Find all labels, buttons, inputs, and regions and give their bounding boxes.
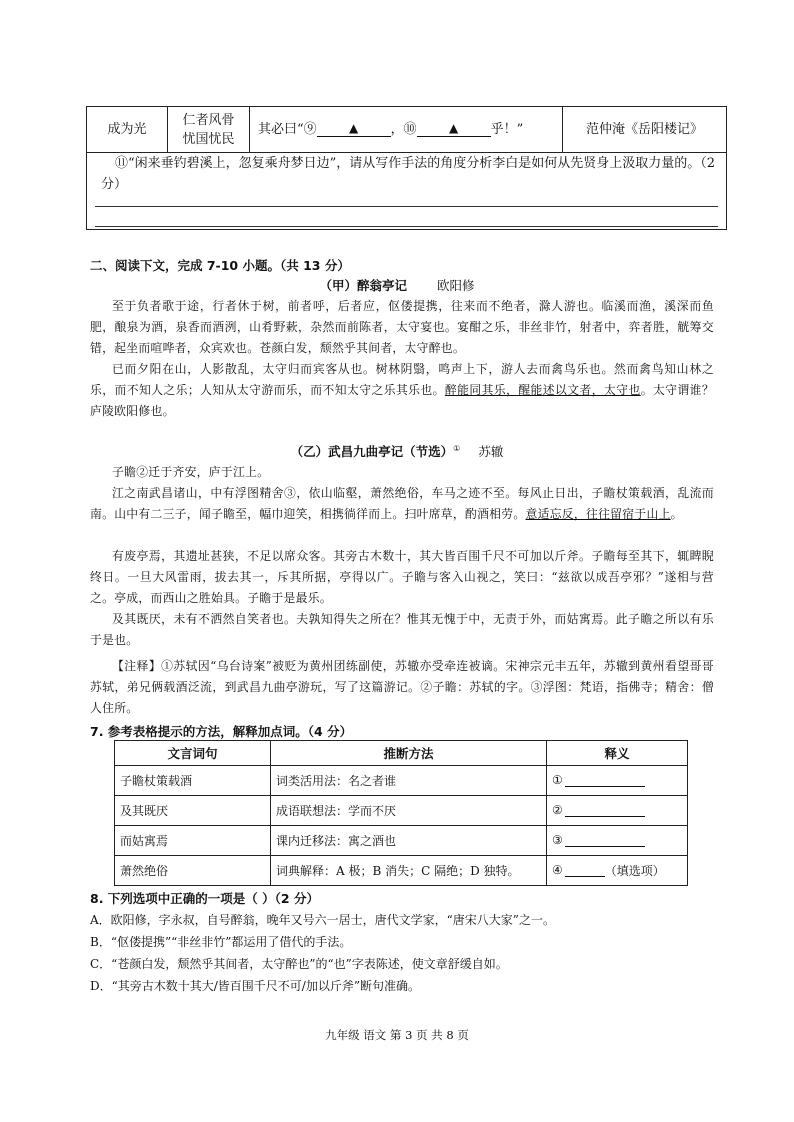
section-heading: 二、阅读下文，完成 7-10 小题。（共 13 分）: [90, 258, 350, 273]
method-cell: 词典解释：A 极；B 消失；C 隔绝；D 独特。: [271, 855, 547, 885]
cell-text: 仁者风骨: [182, 112, 235, 128]
passage-b-paragraph-4: 及其既厌，未有不洒然自笑者也。夫孰知得失之所在？惟其无愧于中，无责于外，而姑寓焉。此子瞻之所以有乐于是也。: [90, 612, 714, 647]
answer-line[interactable]: [95, 226, 718, 227]
text: 已而夕阳在山，人影散乱，太守归而宾客从也。树林阴翳，鸣声上下，游人去而禽鸟乐也。然而禽鸟知山林之乐，而不知人之乐；人知从太守游而乐，而不知太守之乐其乐也。: [90, 362, 714, 397]
fill-option-hint: （填选项）: [604, 863, 665, 878]
answer-blank[interactable]: [565, 774, 645, 787]
passage-a-author: 欧阳修: [436, 278, 475, 293]
table-row: [115, 855, 687, 885]
question-7-prompt: 7. 参考表格提示的方法，解释加点词。（4 分）: [90, 724, 353, 739]
quote-suffix: 乎！”: [490, 122, 524, 137]
phrase-cell: 萧然绝俗: [115, 855, 271, 885]
cell-quality: [168, 107, 250, 152]
answer-blank[interactable]: [565, 804, 645, 817]
option-c[interactable]: C．“苍颜白发，颓然乎其间者，太守醉也”的“也”字表陈述，使文章舒缓自如。: [90, 957, 508, 971]
answer-line[interactable]: [95, 206, 718, 207]
answer-blank-9[interactable]: [317, 122, 391, 137]
method-cell: 课内迁移法：寓之酒也: [271, 825, 547, 855]
answer-cell[interactable]: [547, 855, 687, 885]
option-d[interactable]: D．“其旁古木数十其大/皆百围千尺不可/加以斤斧”断句准确。: [90, 979, 420, 993]
text: 。: [670, 507, 683, 521]
q7-table: [114, 740, 688, 886]
answer-blank[interactable]: [565, 864, 605, 877]
option-b[interactable]: B．“伛偻提携”“非丝非竹”都运用了借代的手法。: [90, 935, 352, 949]
passage-b-author: 苏辙: [478, 444, 504, 459]
header-phrase: 文言词句: [115, 741, 271, 765]
top-table: [86, 106, 727, 230]
answer-blank[interactable]: [565, 834, 645, 847]
table-header-row: [115, 741, 687, 766]
passage-b-title: （乙）武昌九曲亭记（节选）: [290, 444, 454, 459]
quote-prefix: 其必曰“⑨: [258, 122, 317, 137]
cell-source: [563, 107, 726, 152]
method-cell: 词类活用法：名之者谁: [271, 765, 547, 795]
table-row: [87, 107, 726, 153]
question-11: ⑪“闲来垂钓碧溪上，忽复乘舟梦日边”，请从写作手法的角度分析李白是如何从先贤身上汲取力量的。（2分）: [101, 156, 716, 192]
footnote-marker: ①: [453, 443, 461, 453]
cell-theme: [87, 107, 168, 152]
passage-a-title: （甲）醉翁亭记: [319, 278, 407, 293]
answer-number: ④: [552, 863, 563, 877]
header-method: 推断方法: [271, 741, 547, 765]
text: 。太守谓谁？庐陵欧阳修也。: [90, 383, 714, 418]
phrase-cell: 而姑寓焉: [115, 825, 271, 855]
passage-a-paragraph-2: [90, 359, 714, 422]
answer-blank-10[interactable]: [417, 122, 491, 137]
answer-number: ③: [552, 833, 563, 847]
header-meaning: 释义: [604, 746, 630, 761]
cell-quote: [250, 107, 563, 152]
passage-b-title-line: [0, 442, 794, 460]
phrase-cell: 及其既厌: [115, 795, 271, 825]
answer-cell[interactable]: [547, 825, 687, 855]
annotation-note: 【注释】①苏轼因“乌台诗案”被贬为黄州团练副使，苏辙亦受牵连被谪。宋神宗元丰五年，苏辙到黄州看望哥哥苏轼，弟兄俩载酒泛流，到武昌九曲亭游玩，写了这篇游记。②子瞻：苏轼的字。③浮图：梵语，指佛寺；精舍：僧人住所。: [90, 659, 714, 715]
answer-number: ②: [552, 803, 563, 817]
phrase-cell: 子瞻杖策载酒: [115, 765, 271, 795]
passage-b-paragraph-2: [90, 483, 714, 525]
option-a[interactable]: A．欧阳修，字永叔，自号醉翁，晚年又号六一居士，唐代文学家，“唐宋八大家”之一。: [90, 913, 555, 927]
cell-text: 忧国忧民: [182, 131, 235, 147]
passage-b-paragraph-3: 有废亭焉，其遗址甚狭，不足以席众客。其旁古木数十，其大皆百围千尺不可加以斤斧。子瞻每至其下，辄睥睨终日。一旦大风雷雨，拔去其一，斥其所据，亭得以广。子瞻与客入山视之，笑曰：“兹欲以成吾亭邪？”遂相与营之。亭成，而西山之胜始具。子瞻于是最乐。: [90, 549, 714, 605]
table-row: [115, 795, 687, 826]
cell-text: 成为光: [107, 122, 147, 137]
answer-cell[interactable]: [547, 795, 687, 825]
table-row: [115, 765, 687, 796]
text: 江之南武昌诸山，中有浮图精舍③，依山临壑，萧然绝俗，车马之迹不至。每风止日出，子瞻杖策载酒，乱流而南。山中有二三子，闻子瞻至，幅巾迎笑，相携徜徉而上。扫叶席草，酌酒相劳。: [90, 486, 714, 521]
cell-text: 范仲淹《岳阳楼记》: [585, 122, 703, 137]
underlined-sentence: 意适忘反，往往留宿于山上: [525, 507, 671, 521]
triangle-icon: ▲: [349, 121, 359, 135]
passage-b-paragraph-1: 子瞻②迁于齐安，庐于江上。: [112, 465, 270, 479]
passage-a-paragraph-1: 至于负者歌于途，行者休于树，前者呼，后者应，伛偻提携，往来而不绝者，滁人游也。临溪而渔，溪深而鱼肥，酿泉为酒，泉香而酒洌，山肴野蔌，杂然而前陈者，太守宴也。宴酣之乐，非丝非竹，射者中，弈者胜，觥筹交错，起坐而喧哗者，众宾欢也。苍颜白发，颓然乎其间者，太守醉也。: [90, 299, 714, 355]
answer-number: ①: [552, 773, 563, 787]
passage-a-title-line: [0, 276, 794, 294]
question-8-prompt: 8. 下列选项中正确的一项是（ ）（2 分）: [90, 891, 319, 906]
quote-mid: ，⑩: [390, 122, 417, 137]
page-footer: 九年级 语文 第 3 页 共 8 页: [325, 1028, 469, 1042]
answer-cell[interactable]: [547, 765, 687, 795]
method-cell: 成语联想法：学而不厌: [271, 795, 547, 825]
underlined-sentence: 醉能同其乐，醒能述以文者，太守也: [444, 383, 641, 397]
triangle-icon: ▲: [449, 121, 459, 135]
table-row: [115, 825, 687, 856]
